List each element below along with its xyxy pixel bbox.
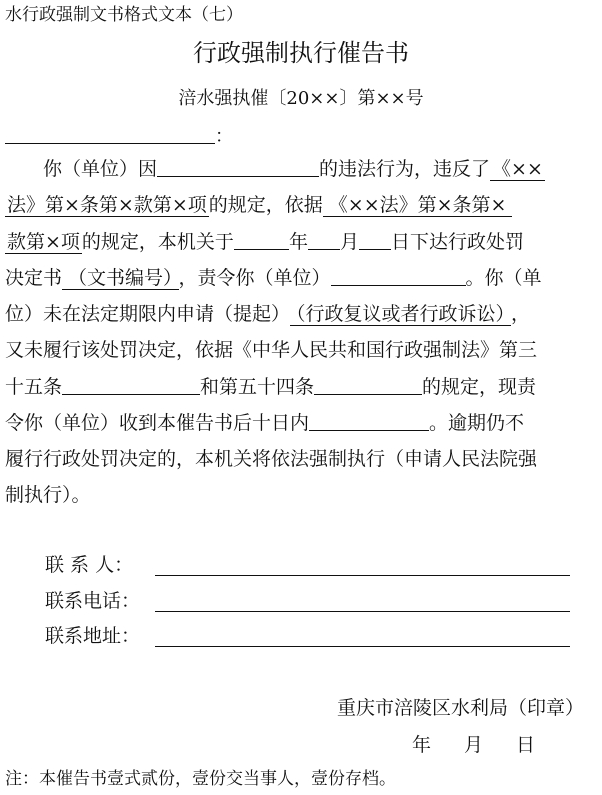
body-line-5 — [5, 298, 597, 330]
date-year: 年 — [412, 734, 432, 756]
document-reference: （文书编号） — [62, 267, 179, 290]
contact-phone-row — [45, 587, 155, 615]
body-text: 位）未在法定期限内申请（提起） — [5, 303, 291, 325]
article35-blank[interactable] — [62, 374, 200, 395]
body-line-9: 履行行政处罚决定的，本机关将依法强制执行（申请人民法院强 — [5, 448, 538, 470]
law-reference-2: 款第×项 — [7, 231, 80, 253]
contact-phone-field[interactable] — [155, 611, 570, 612]
form-template-note: 水行政强制文书格式文本（七） — [5, 5, 243, 25]
violation-blank[interactable] — [157, 156, 319, 177]
body-line-10: 制执行）。 — [5, 484, 91, 506]
document-title: 行政强制执行催告书 — [193, 39, 409, 67]
body-text: ，责令你（单位） — [178, 267, 331, 289]
review-type: （行政复议或者行政诉讼） — [290, 303, 511, 326]
contact-person-row — [45, 551, 155, 579]
year-blank[interactable] — [234, 229, 289, 250]
law-reference-2: 《××法》第×条第× — [323, 194, 513, 217]
document-number: 涪水强执催〔20××〕第××号 — [178, 88, 424, 109]
body-text: 年 — [288, 231, 308, 253]
month-blank[interactable] — [308, 229, 340, 250]
contact-person-field[interactable] — [155, 575, 570, 576]
body-text: 令你（单位）收到本催告书后十日内 — [5, 412, 310, 434]
addressee-colon: ： — [215, 126, 233, 147]
body-text: 的违法行为，违反了 — [319, 158, 491, 180]
body-text: 的规定，本机关于 — [81, 231, 234, 253]
body-text: 和第五十四条 — [200, 376, 315, 398]
contact-address-row — [45, 622, 155, 650]
body-line-4 — [5, 262, 597, 294]
contact-address-field[interactable] — [155, 646, 570, 647]
order-blank[interactable] — [331, 265, 466, 286]
body-text: ， — [511, 303, 531, 325]
day-blank[interactable] — [359, 229, 391, 250]
body-text: 的规定，现责 — [422, 376, 537, 398]
issue-date — [412, 731, 535, 759]
deadline-action-blank[interactable] — [309, 410, 429, 431]
body-text: 。逾期仍不 — [429, 412, 525, 434]
date-day: 日 — [516, 734, 536, 756]
contact-person-label: 联 系 人： — [45, 554, 134, 576]
body-text: 你（单位）因 — [43, 158, 158, 180]
issuing-authority-seal: 重庆市涪陵区水利局（印章） — [336, 697, 584, 719]
body-text: 十五条 — [5, 376, 63, 398]
contact-address-label: 联系地址： — [45, 625, 141, 647]
body-line-7 — [5, 371, 597, 403]
body-text: 月 — [339, 231, 359, 253]
body-text: 。你（单 — [465, 267, 542, 289]
footnote: 注：本催告书壹式贰份，壹份交当事人，壹份存档。 — [5, 769, 396, 789]
body-line-3 — [5, 226, 597, 258]
article54-blank[interactable] — [314, 374, 422, 395]
body-line-6: 又未履行该处罚决定，依据《中华人民共和国行政强制法》第三 — [5, 339, 538, 361]
body-text: 日下达行政处罚 — [390, 231, 524, 253]
law-reference: 《×× — [492, 158, 543, 180]
body-line-8 — [5, 407, 597, 439]
body-line-1 — [5, 153, 602, 185]
body-text: 的规定，依据 — [208, 194, 323, 216]
law-reference: 法》第×条第×款第×项 — [7, 194, 207, 216]
body-line-2 — [5, 189, 597, 221]
date-month: 月 — [464, 734, 484, 756]
contact-phone-label: 联系电话： — [45, 590, 141, 612]
addressee-line — [5, 123, 233, 150]
body-text: 决定书 — [5, 267, 63, 289]
addressee-blank[interactable] — [5, 123, 215, 144]
